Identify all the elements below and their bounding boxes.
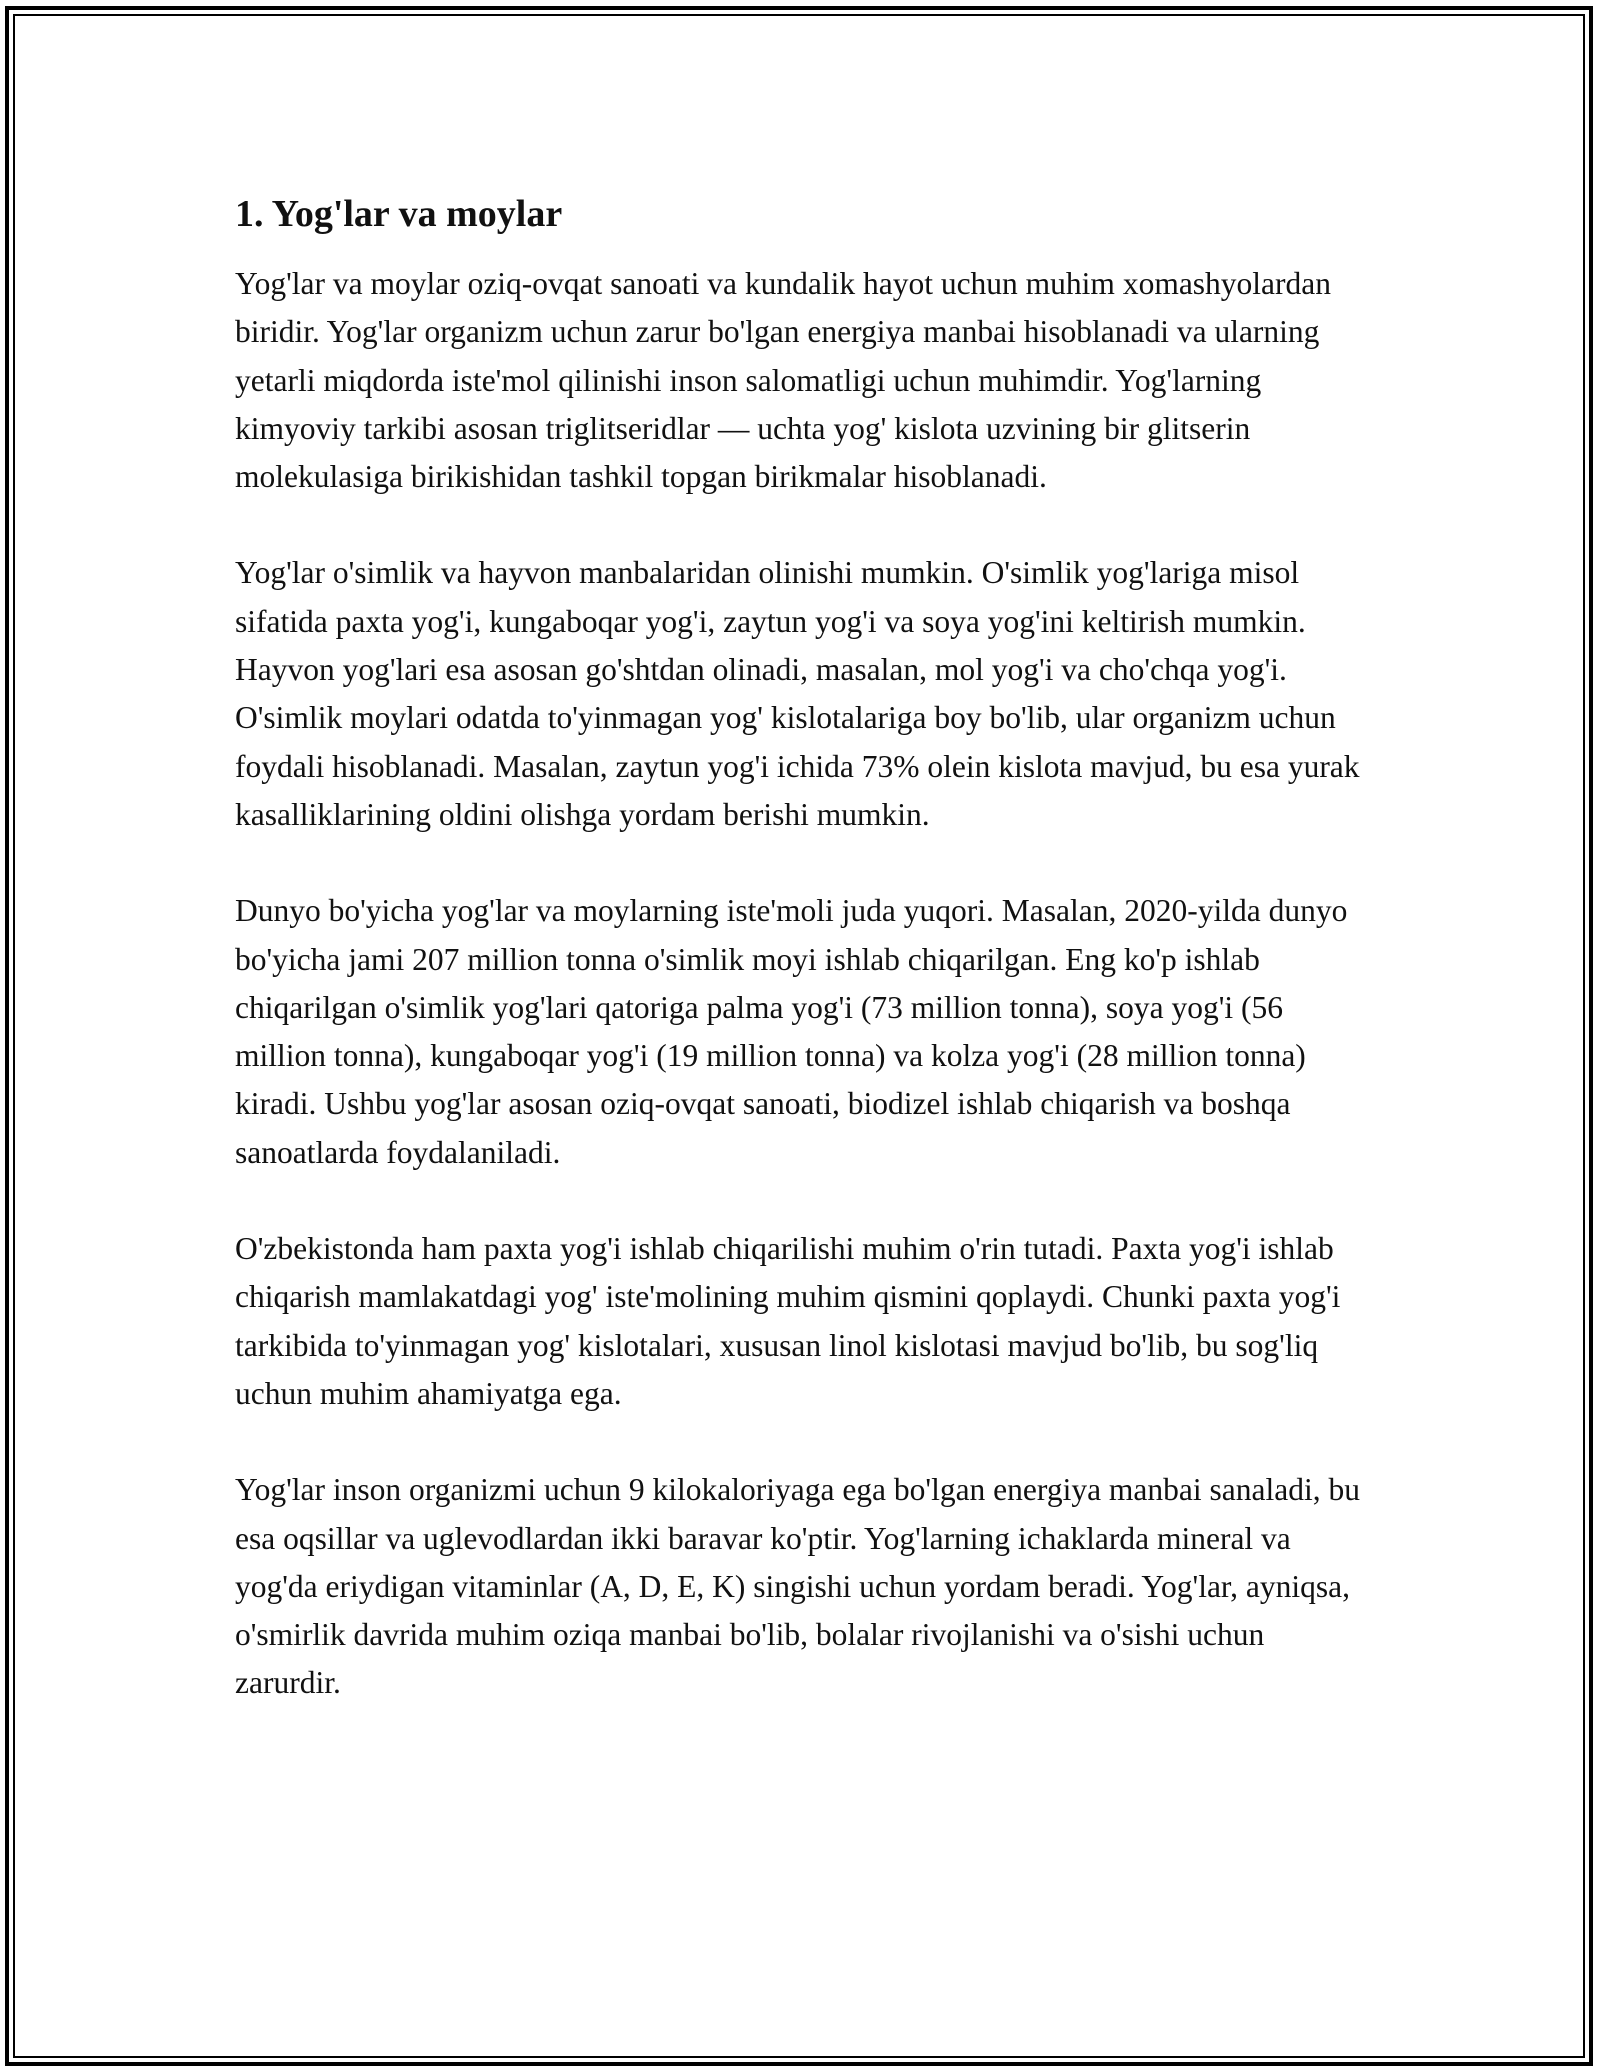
section-heading: 1. Yog'lar va moylar: [235, 193, 563, 235]
paragraph-2: Yog'lar o'simlik va hayvon manbalaridan olinishi mumkin. O'simlik yog'lariga misol sifatida paxta yog'i, kungaboqar yog'i, zaytun yog'i va soya yog'ini keltirish mumkin. Hayvon yog'lari esa asosan go'shtdan olinadi, masalan, mol yog'i va cho'chqa yog'i. O'simlik moylari odatda to'yinmagan yog' kislotalariga boy bo'lib, ular organizm uchun foydali hisoblanadi. Masalan, zaytun yog'i ichida 73% olein kislota mavjud, bu esa yurak kasalliklarining oldini olishga yordam berishi mumkin.: [235, 555, 1360, 832]
paragraph-3: Dunyo bo'yicha yog'lar va moylarning iste'moli juda yuqori. Masalan, 2020-yilda dunyo bo'yicha jami 207 million tonna o'simlik moyi ishlab chiqarilgan. Eng ko'p ishlab chiqarilgan o'simlik yog'lari qatoriga palma yog'i (73 million tonna), soya yog'i (56 million tonna), kungaboqar yog'i (19 million tonna) va kolza yog'i (28 million tonna) kiradi. Ushbu yog'lar asosan oziq-ovqat sanoati, biodizel ishlab chiqarish va boshqa sanoatlarda foydalaniladi.: [235, 893, 1348, 1170]
paragraph-5: Yog'lar inson organizmi uchun 9 kilokaloriyaga ega bo'lgan energiya manbai sanaladi, bu esa oqsillar va uglevodlardan ikki baravar ko'ptir. Yog'larning ichaklarda mineral va yog'da eriydigan vitaminlar (A, D, E, K) singishi uchun yordam beradi. Yog'lar, ayniqsa, o'smirlik davrida muhim oziqa manbai bo'lib, bolalar rivojlanishi va o'sishi uchun zarurdir.: [235, 1472, 1360, 1701]
paragraph-1: Yog'lar va moylar oziq-ovqat sanoati va kundalik hayot uchun muhim xomashyolardan biridir. Yog'lar organizm uchun zarur bo'lgan energiya manbai hisoblanadi va ularning yetarli miqdorda iste'mol qilinishi inson salomatligi uchun muhimdir. Yog'larning kimyoviy tarkibi asosan triglitseridlar — uchta yog' kislota uzvining bir glitserin molekulasiga birikishidan tashkil topgan birikmalar hisoblanadi.: [235, 266, 1332, 495]
document-body: [235, 188, 1375, 1756]
paragraph-4: O'zbekistonda ham paxta yog'i ishlab chiqarilishi muhim o'rin tutadi. Paxta yog'i ishlab chiqarish mamlakatdagi yog' iste'molining muhim qismini qoplaydi. Chunki paxta yog'i tarkibida to'yinmagan yog' kislotalari, xususan linol kislotasi mavjud bo'lib, bu sog'liq uchun muhim ahamiyatga ega.: [235, 1231, 1341, 1411]
